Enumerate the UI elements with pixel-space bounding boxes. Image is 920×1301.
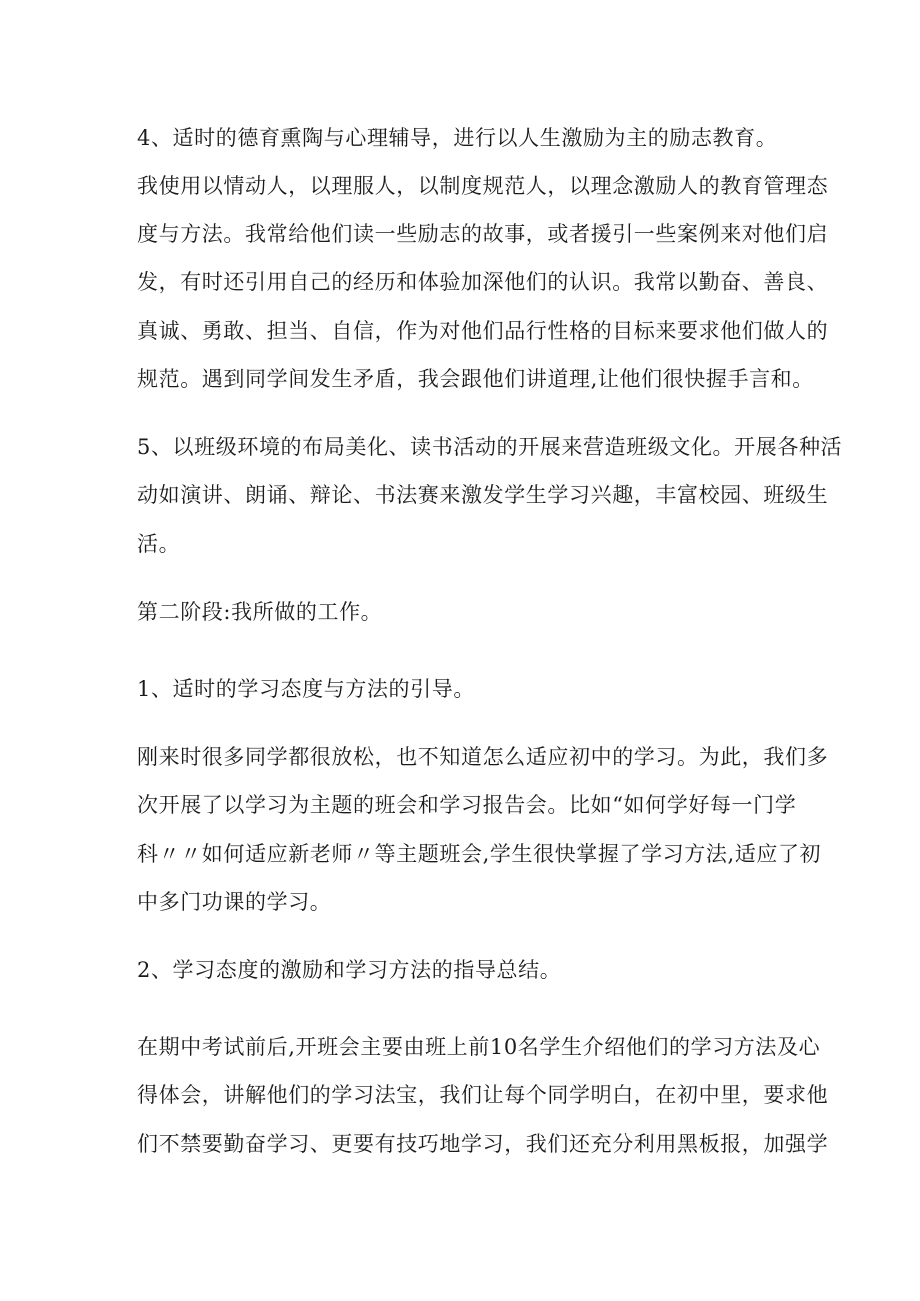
paragraph-line: 刚来时很多同学都很放松，也不知道怎么适应初中的学习。为此，我们多 [137,745,829,769]
section-title-stage-two: 第二阶段:我所做的工作。 [137,600,383,624]
paragraph-line: 次开展了以学习为主题的班会和学习报告会。比如“如何学好每一门学 [137,793,797,817]
paragraph-line: 度与方法。我常给他们读一些励志的故事，或者援引一些案例来对他们启 [137,222,829,246]
paragraph-line: 发，有时还引用自己的经历和体验加深他们的认识。我常以勤奋、善良、 [137,270,829,294]
heading-study-guidance: 1、适时的学习态度与方法的引导。 [137,677,475,701]
paragraph-line: 得体会，讲解他们的学习法宝，我们让每个同学明白，在初中里，要求他 [137,1083,829,1107]
paragraph-line: 中多门功课的学习。 [137,890,332,914]
paragraph-line: 活。 [137,532,181,556]
heading-class-culture: 5、以班级环境的布局美化、读书活动的开展来营造班级文化。开展各种活 [137,435,843,459]
paragraph-line: 在期中考试前后,开班会主要由班上前10名学生介绍他们的学习方法及心 [137,1035,821,1059]
heading-study-motivation: 2、学习态度的激励和学习方法的指导总结。 [137,958,562,982]
paragraph-line: 科〃〃如何适应新老师〃等主题班会,学生很快掌握了学习方法,适应了初 [137,842,822,866]
paragraph-line: 真诚、勇敢、担当、自信，作为对他们品行性格的目标来要求他们做人的 [137,319,829,343]
paragraph-line: 动如演讲、朗诵、辩论、书法赛来激发学生学习兴趣，丰富校园、班级生 [137,483,829,507]
paragraph-line: 规范。遇到同学间发生矛盾，我会跟他们讲道理,让他们很快握手言和。 [137,367,814,391]
heading-moral-education: 4、适时的德育熏陶与心理辅导，进行以人生激励为主的励志教育。 [137,126,778,150]
paragraph-line: 我使用以情动人，以理服人，以制度规范人，以理念激励人的教育管理态 [137,174,829,198]
paragraph-line: 们不禁要勤奋学习、更要有技巧地学习，我们还充分利用黑板报，加强学 [137,1132,829,1156]
